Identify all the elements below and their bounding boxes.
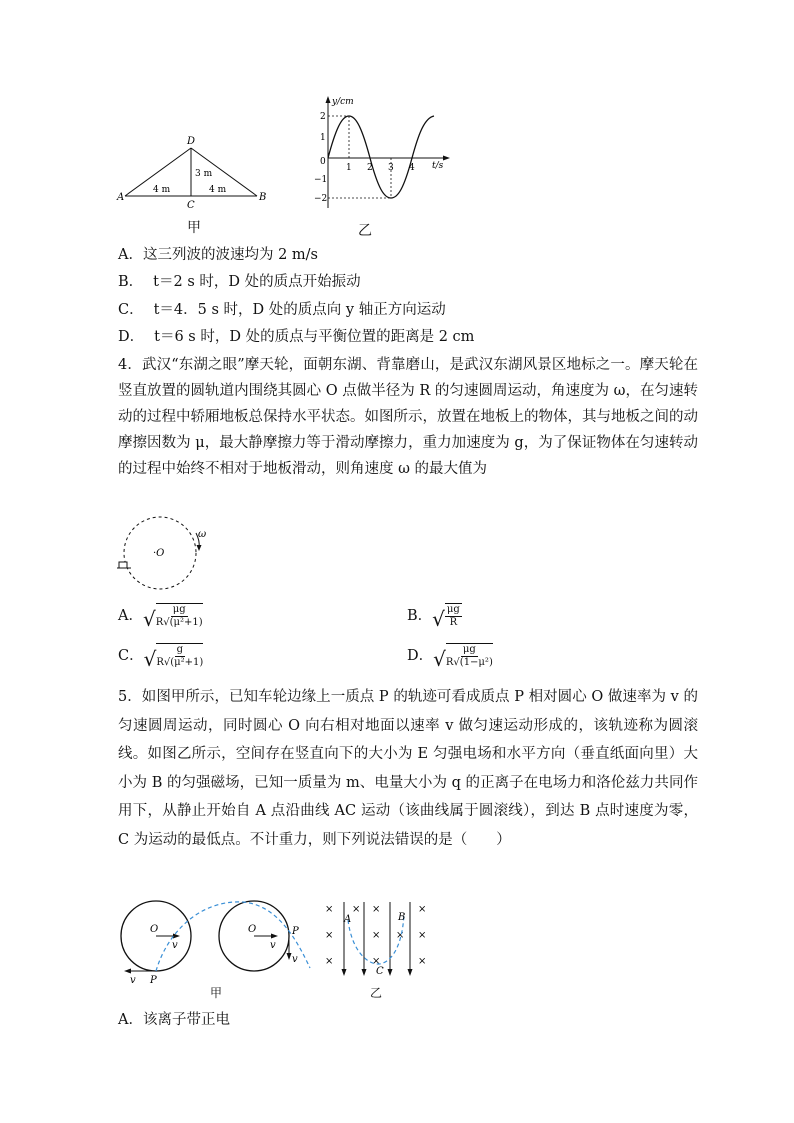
velocity-arrowhead-icon xyxy=(173,934,180,939)
x-tick-2: 2 xyxy=(367,163,373,173)
radical-expression xyxy=(144,643,204,669)
radical-expression xyxy=(433,643,493,669)
right-length-label: 4 m xyxy=(209,185,227,195)
q4-option-d xyxy=(407,643,493,669)
radical-expression xyxy=(143,603,203,629)
option-text: 这三列波的波速均为 2 m/s xyxy=(142,247,319,263)
point-p-right-v-label: v xyxy=(292,954,298,965)
option-letter: C． xyxy=(118,302,144,318)
option-letter: C． xyxy=(118,648,144,664)
cross-icon: × xyxy=(372,956,381,967)
wheel-left-v-label: v xyxy=(172,940,178,951)
wave-y-axis-label: y/cm xyxy=(332,97,354,107)
cross-icon: × xyxy=(325,930,334,941)
point-b-label: B xyxy=(398,912,406,923)
option-letter: D． xyxy=(407,648,434,664)
option-text: t＝2 s 时，D 处的质点开始振动 xyxy=(153,274,361,290)
cross-icon: × xyxy=(372,930,381,941)
y-tick-2: 2 xyxy=(320,112,326,122)
velocity-arrowhead-icon xyxy=(271,934,278,939)
cross-icon: × xyxy=(418,956,427,967)
velocity-arrowhead-icon xyxy=(124,969,131,974)
field-arrow-icon xyxy=(388,969,393,976)
option-letter: D． xyxy=(118,329,145,345)
fraction-numerator: μg xyxy=(446,604,460,615)
x-tick-3: 3 xyxy=(388,163,394,173)
q5-figure-yi-label: 乙 xyxy=(370,986,383,1000)
cross-icon: × xyxy=(396,930,405,941)
fraction-denominator: R√(1−μ²) xyxy=(445,657,493,668)
field-arrow-icon xyxy=(408,969,413,976)
q5-figure-jia-label: 甲 xyxy=(210,986,223,1000)
wave-y-arrow xyxy=(326,96,331,103)
point-d-label: D xyxy=(187,136,196,147)
y-tick-0: 0 xyxy=(320,157,326,167)
q4-stem: 4．武汉“东湖之眼”摩天轮，面朝东湖、背靠磨山，是武汉东湖风景区地标之一。摩天轮在竖直放置的圆轨道内围绕其圆心 O 点做半径为 R 的匀速圆周运动，角速度为 ω，在匀速转动的过程中轿厢地板总保持水平状态。如图所示，放置在地板上的物体，其与地板之间的动摩擦因数为 μ，最大静摩擦力等于滑动摩擦力，重力加速度为 g，为了保证物体在匀速转动的过程中始终不相对于地板滑动，则角速度 ω 的最大值为 xyxy=(118,357,698,477)
fraction xyxy=(446,643,493,669)
option-letter: A． xyxy=(118,608,143,624)
fraction-numerator: μg xyxy=(462,644,476,655)
fraction-numerator: μg xyxy=(172,604,186,615)
radical-expression xyxy=(432,603,462,629)
fraction xyxy=(156,603,203,629)
q5-option-a: A．该离子带正电 xyxy=(118,1012,230,1028)
y-tick-neg1: −1 xyxy=(314,175,328,185)
wave-curve xyxy=(328,116,434,198)
option-letter: A． xyxy=(118,247,143,263)
velocity-arrowhead-icon xyxy=(287,953,292,960)
point-c-label: C xyxy=(376,966,384,977)
field-arrow-icon xyxy=(362,969,367,976)
point-a-label: A xyxy=(344,914,352,925)
point-a-label: A xyxy=(117,192,125,203)
rotation-arrowhead-icon xyxy=(197,545,202,551)
option-letter: B． xyxy=(118,274,144,290)
x-tick-4: 4 xyxy=(409,163,415,173)
cross-icon: × xyxy=(352,904,361,915)
ferris-wheel-figure xyxy=(112,515,222,595)
point-b-label: B xyxy=(259,192,267,203)
cycloid-figure xyxy=(112,890,452,1000)
height-length-label: 3 m xyxy=(195,169,213,179)
q3-option-b xyxy=(118,272,361,292)
fraction-denominator: R√(μ²+1) xyxy=(155,617,203,628)
sqrt-icon: √ xyxy=(142,607,156,631)
q4-option-b xyxy=(407,603,462,629)
wave-x-axis-label: t/s xyxy=(432,161,444,171)
fraction xyxy=(445,603,462,629)
left-length-label: 4 m xyxy=(153,185,171,195)
sqrt-icon: √ xyxy=(143,647,157,671)
wheel-left-center-label: O xyxy=(150,924,159,935)
fraction xyxy=(156,643,203,669)
cycloid-curve xyxy=(156,902,310,971)
q5-stem: 5．如图甲所示，已知车轮边缘上一质点 P 的轨迹可看成质点 P 相对圆心 O 做速率为 v 的匀速圆周运动，同时圆心 O 向右相对地面以速率 v 做匀速运动形成的，该轨迹称为圆滚线。如图乙所示，空间存在竖直向下的大小为 E 匀强电场和水平方向（垂直纸面向里）大小为 B 的匀强磁场，已知一质量为 m、电量大小为 q 的正离子在电场力和洛伦兹力共同作用下，从静止开始自 A 点沿曲线 AC 运动（该曲线属于圆滚线），到达 B 点时速度为零，C 为运动的最低点。不计重力，则下列说法错误的是（ ） xyxy=(118,689,698,848)
q4-option-c xyxy=(118,643,203,669)
ferris-center-label: ·O xyxy=(153,548,165,559)
wave-graph xyxy=(306,88,456,218)
wheel-right-center-label: O xyxy=(248,924,257,935)
triangle-figure xyxy=(115,130,275,210)
cross-icon: × xyxy=(325,956,334,967)
point-p-v-label: v xyxy=(130,975,136,986)
y-tick-1: 1 xyxy=(320,133,326,143)
figure-jia-label: 甲 xyxy=(187,220,201,236)
sqrt-icon: √ xyxy=(433,647,446,671)
cross-icon: × xyxy=(418,904,427,915)
q3-option-a xyxy=(118,245,318,265)
fraction-numerator: g xyxy=(176,644,184,655)
wave-x-arrow xyxy=(443,156,450,161)
point-p-right-label: P xyxy=(292,926,299,937)
cross-icon: × xyxy=(372,904,381,915)
fraction-denominator: R√(μ²+1) xyxy=(156,657,204,668)
figure-yi-label: 乙 xyxy=(358,223,372,239)
cross-icon: × xyxy=(418,930,427,941)
q3-option-c xyxy=(118,300,446,320)
point-c-label: C xyxy=(187,200,195,210)
option-text: t＝4．5 s 时，D 处的质点向 y 轴正方向运动 xyxy=(153,302,446,318)
point-p-label: P xyxy=(150,975,157,986)
option-letter: B． xyxy=(407,608,433,624)
q3-option-d xyxy=(118,327,474,347)
option-text: t＝6 s 时，D 处的质点与平衡位置的距离是 2 cm xyxy=(154,329,475,345)
fraction-denominator: R xyxy=(449,617,458,628)
q4-option-a xyxy=(118,603,203,629)
sqrt-icon: √ xyxy=(432,607,445,631)
wheel-right-v-label: v xyxy=(270,940,276,951)
cross-icon: × xyxy=(325,904,334,915)
cabin-box xyxy=(119,562,127,568)
field-arrow-icon xyxy=(342,969,347,976)
x-tick-1: 1 xyxy=(346,163,352,173)
y-tick-neg2: −2 xyxy=(314,194,328,204)
ferris-omega-label: ω xyxy=(198,529,207,540)
